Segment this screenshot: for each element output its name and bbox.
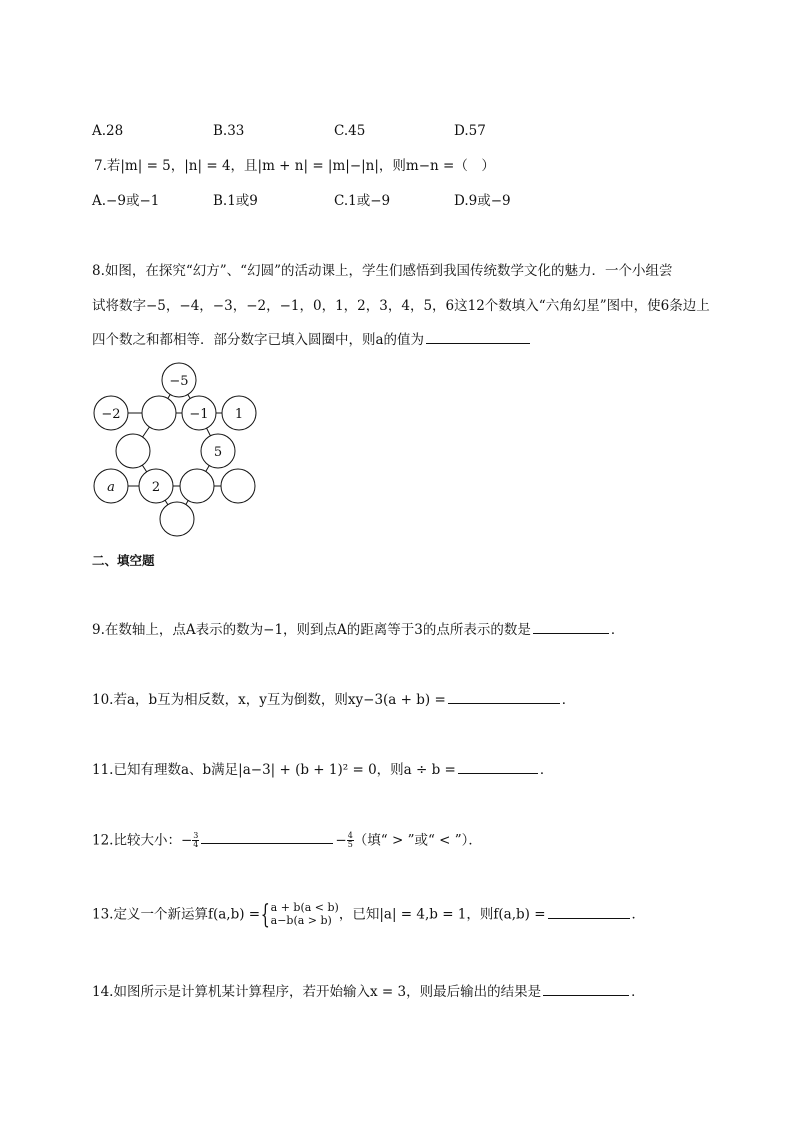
q12-fraction-2 xyxy=(347,832,354,850)
q13-case2: a−b(a > b) xyxy=(270,914,332,927)
q14-answer-blank[interactable] xyxy=(543,994,629,996)
q8-line3-text: 四个数之和都相等．部分数字已填入圆圈中，则a的值为 xyxy=(92,332,425,348)
q10-text: 10.若a，b互为相反数，x，y互为倒数，则xy−3(a + b) = xyxy=(92,692,446,708)
node-row3-empty2 xyxy=(221,469,255,503)
node-top-label: −5 xyxy=(169,374,189,389)
q8-line2: 试将数字−5，−4，−3，−2，−1，0，1，2，3，4，5，6这12个数填入“六角幻星”图中，使6条边上 xyxy=(92,298,710,314)
q7-option-a: A.−9或−1 xyxy=(92,193,160,209)
q10 xyxy=(92,694,575,708)
q14-text: 14.如图所示是计算机某计算程序，若开始输入x = 3，则最后输出的结果是 xyxy=(92,984,542,1000)
q7-option-d: D.9或−9 xyxy=(454,193,511,209)
q13-answer-blank[interactable] xyxy=(548,917,630,919)
node-row1-right-label: 1 xyxy=(234,407,244,422)
q13-end: ． xyxy=(631,906,646,923)
section-2-title: 二、填空题 xyxy=(92,553,155,568)
q6-option-a: A.28 xyxy=(92,123,124,139)
q6-option-b: B.33 xyxy=(213,123,245,139)
node-right-mid-label: 5 xyxy=(213,445,223,460)
q12-f2-num: 4 xyxy=(347,831,353,840)
q9-end: ． xyxy=(610,622,625,638)
q11 xyxy=(92,764,553,778)
q8-answer-blank[interactable] xyxy=(426,342,530,344)
q9-text: 9.在数轴上，点A表示的数为−1，则到点A的距离等于3的点所表示的数是 xyxy=(92,622,531,638)
node-left-mid xyxy=(116,434,150,468)
q12-f2-den: 5 xyxy=(347,840,353,850)
q12 xyxy=(92,832,482,850)
node-bottom xyxy=(160,502,194,536)
node-row3-empty1 xyxy=(180,469,214,503)
q12-f1-num: 3 xyxy=(193,831,199,840)
q6-option-c: C.45 xyxy=(334,123,366,139)
q14 xyxy=(92,986,645,1000)
q7-text: 7.若|m| = 5，|n| = 4，且|m + n| = |m|−|n|，则m−n =（ ） xyxy=(94,158,495,174)
q8-line3 xyxy=(92,334,532,348)
q13 xyxy=(92,902,645,928)
q8-line1: 8.如图，在探究“幻方”、“幻圆”的活动课上，学生们感悟到我国传统数学文化的魅力．一个小组尝 xyxy=(92,263,673,279)
q12-f1-den: 4 xyxy=(193,840,199,850)
piecewise-brace: { xyxy=(260,900,270,930)
q13-prefix: 13.定义一个新运算f(a,b) = xyxy=(92,906,261,923)
q9-answer-blank[interactable] xyxy=(533,632,609,634)
node-row3-two-label: 2 xyxy=(151,480,161,495)
node-row1-mid-label: −1 xyxy=(189,407,209,422)
node-row1-left-label: −2 xyxy=(101,407,121,422)
q11-text: 11.已知有理数a、b满足|a−3| + (b + 1)² = 0，则a ÷ b = xyxy=(92,762,456,778)
q9 xyxy=(92,624,624,638)
q7-option-c: C.1或−9 xyxy=(334,193,391,209)
q12-fraction-1 xyxy=(192,832,199,850)
q12-answer-blank[interactable] xyxy=(201,842,333,844)
q10-answer-blank[interactable] xyxy=(448,702,560,704)
q12-suffix: （填“ > ”或“ < ”）． xyxy=(353,832,482,849)
hexagram-diagram xyxy=(88,362,260,540)
node-a-label: a xyxy=(107,480,115,495)
q12-prefix: 12.比较大小：− xyxy=(92,832,193,849)
q13-case1: a + b(a < b) xyxy=(270,901,339,915)
node-row1-empty xyxy=(142,396,176,430)
q14-end: ． xyxy=(631,984,645,1000)
q13-cases xyxy=(271,902,339,927)
q13-suffix: ，已知|a| = 4,b = 1，则f(a,b) = xyxy=(338,906,546,923)
q6-option-d: D.57 xyxy=(454,123,486,139)
q10-end: ． xyxy=(561,692,576,708)
q11-answer-blank[interactable] xyxy=(458,772,538,774)
q11-end: ． xyxy=(539,762,554,778)
q7-option-b: B.1或9 xyxy=(213,193,258,209)
q12-mid: − xyxy=(335,832,347,849)
